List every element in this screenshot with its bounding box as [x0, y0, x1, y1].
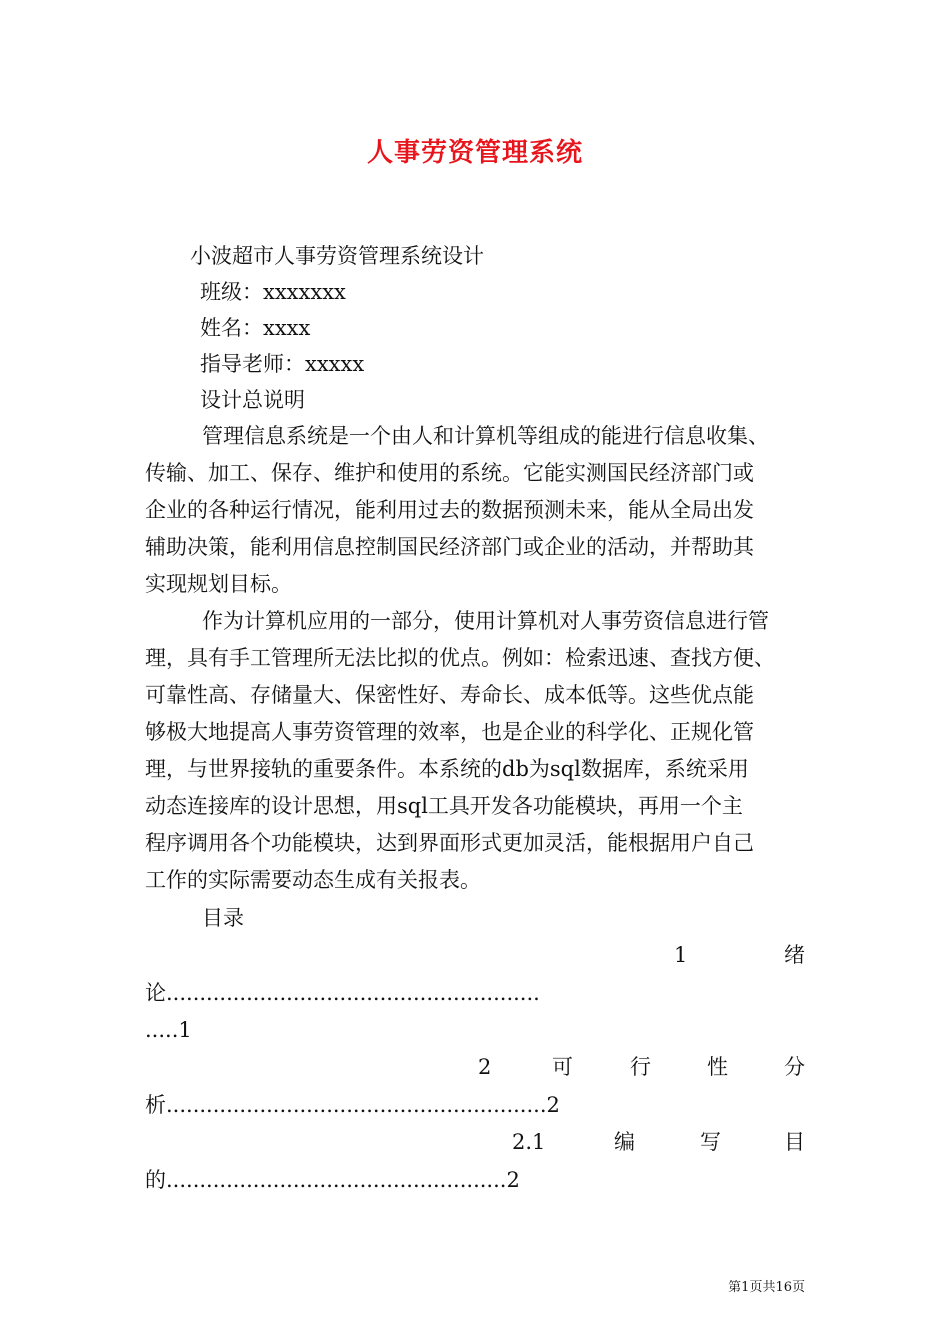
toc-item3-page[interactable]: 2: [506, 1168, 520, 1192]
name-line: 姓名：xxxx: [200, 316, 311, 340]
toc-item2-char: 行: [630, 1055, 651, 1079]
para2-line: 工作的实际需要动态生成有关报表。: [145, 868, 481, 892]
toc-item3-last-char: 的: [145, 1168, 166, 1192]
design-heading: 设计总说明: [200, 388, 305, 412]
para2-line: 理，与世界接轨的重要条件。本系统的db为sql数据库，系统采用: [145, 757, 749, 781]
document-title: 人事劳资管理系统: [366, 138, 583, 168]
para2-line: 作为计算机应用的一部分，使用计算机对人事劳资信息进行管: [202, 609, 769, 633]
toc-item3-char: 目: [784, 1130, 805, 1154]
page-footer: 第1页共16页: [728, 1280, 805, 1295]
teacher-line: 指导老师：xxxxx: [200, 352, 365, 376]
toc-item2-page[interactable]: 2: [546, 1093, 560, 1117]
para2-line: 动态连接库的设计思想，用sql工具开发各功能模块，再用一个主: [145, 794, 743, 818]
para2-line: 理，具有手工管理所无法比拟的优点。例如：检索迅速、查找方便、: [145, 646, 775, 670]
para1-line: 实现规划目标。: [145, 572, 292, 596]
toc-item1-line3: [145, 1012, 192, 1049]
para1-line: 辅助决策，能利用信息控制国民经济部门或企业的活动，并帮助其: [145, 535, 754, 559]
toc-item3-char: 编: [614, 1130, 635, 1154]
toc-item3-line2: [145, 1162, 520, 1199]
toc-item2-dots: .........................................................: [166, 1093, 547, 1117]
toc-item2-line2: [145, 1087, 560, 1124]
toc-item1-dots: ........................................................: [166, 981, 540, 1005]
toc-item1-num: 1: [674, 943, 688, 967]
toc-item2-num: 2: [478, 1055, 492, 1079]
toc-item1-dots2: .....: [145, 1018, 179, 1042]
toc-item3-dots: ...................................................: [166, 1168, 507, 1192]
toc-item3-num: 2.1: [512, 1130, 546, 1154]
para2-line: 够极大地提高人事劳资管理的效率，也是企业的科学化、正规化管: [145, 720, 754, 744]
toc-item2-char: 分: [784, 1055, 805, 1079]
toc-item2-char: 性: [707, 1055, 728, 1079]
para1-line: 企业的各种运行情况，能利用过去的数据预测未来，能从全局出发: [145, 498, 754, 522]
para2-line: 程序调用各个功能模块，达到界面形式更加灵活，能根据用户自己: [145, 831, 754, 855]
toc-item1-word1: 绪: [784, 943, 805, 967]
toc-item2-last-char: 析: [145, 1093, 166, 1117]
para2-line: 可靠性高、存储量大、保密性好、寿命长、成本低等。这些优点能: [145, 683, 754, 707]
para1-line: 管理信息系统是一个由人和计算机等组成的能进行信息收集、: [202, 424, 769, 448]
toc-item3-char: 写: [700, 1130, 721, 1154]
para1-line: 传输、加工、保存、维护和使用的系统。它能实测国民经济部门或: [145, 461, 754, 485]
toc-heading: 目录: [202, 906, 244, 930]
subtitle: 小波超市人事劳资管理系统设计: [190, 244, 484, 268]
toc-item1-page[interactable]: 1: [178, 1018, 192, 1042]
toc-item1-word2: 论: [145, 981, 166, 1005]
class-line: 班级：xxxxxxx: [200, 280, 346, 304]
toc-item2-char: 可: [552, 1055, 573, 1079]
toc-item1-line2: [145, 975, 540, 1012]
